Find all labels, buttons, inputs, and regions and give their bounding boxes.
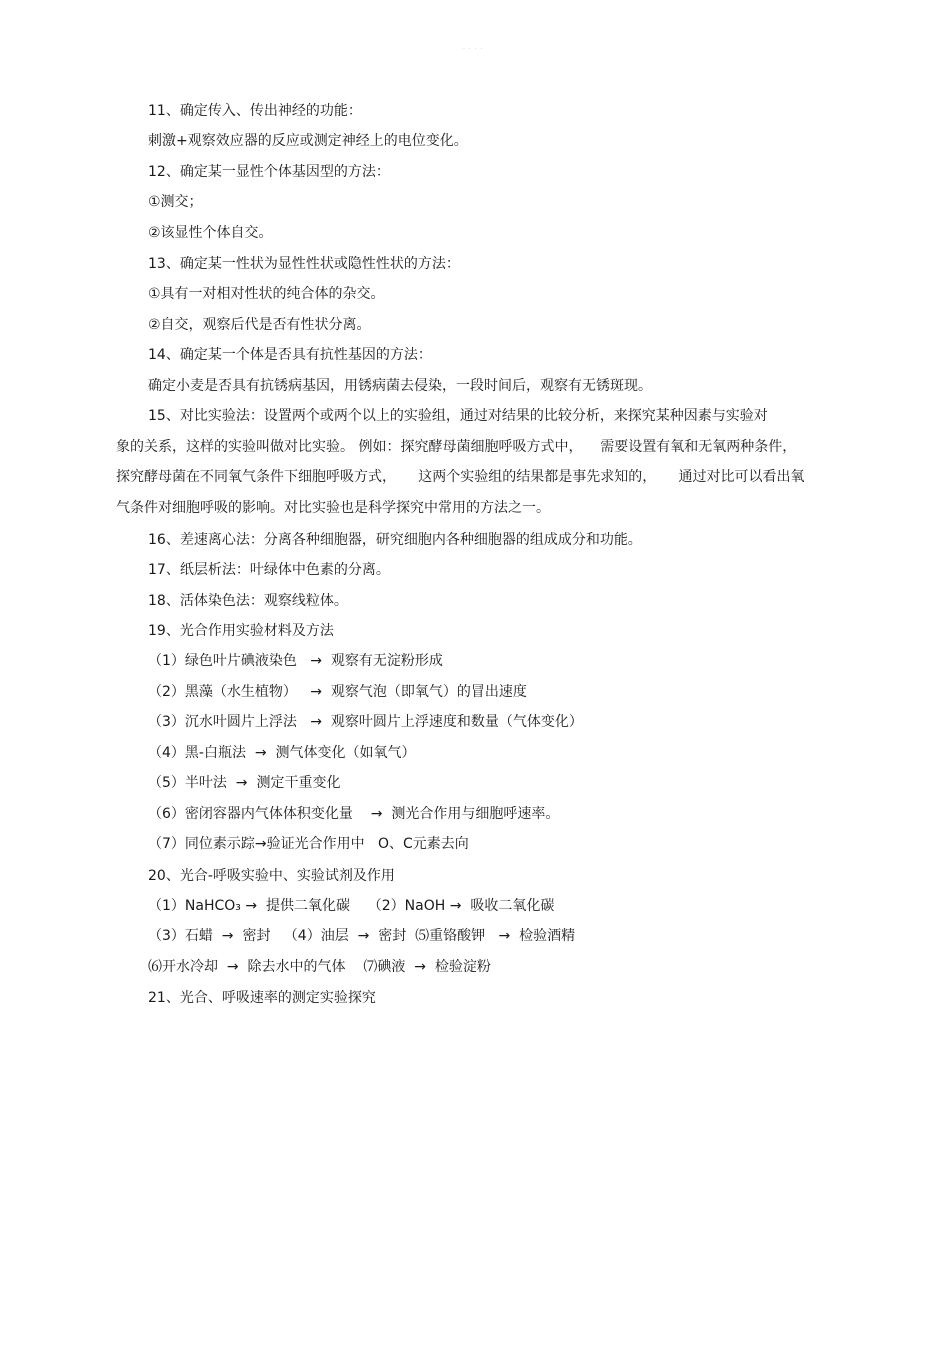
- method-item: （4）黑-白瓶法 → 测气体变化（如氧气）: [148, 745, 416, 761]
- paragraph-15-line: 15、对比实验法：设置两个或两个以上的实验组，通过对结果的比较分析，来探究某种因素与实验对: [148, 408, 768, 424]
- heading-13: 13、确定某一性状为显性性状或隐性性状的方法：: [148, 256, 460, 272]
- reagent-item: （3）石蜡 → 密封 （4）油层 → 密封 ⑸重铬酸钾 → 检验酒精: [148, 928, 576, 944]
- method-item: （7）同位素示踪→验证光合作用中 O、C元素去向: [148, 836, 469, 852]
- reagent-item: （1）NaHCO₃ → 提供二氧化碳 （2）NaOH → 吸收二氧化碳: [148, 898, 555, 914]
- method-item: （1）绿色叶片碘液染色 → 观察有无淀粉形成: [148, 653, 443, 669]
- heading-11: 11、确定传入、传出神经的功能：: [148, 103, 362, 119]
- heading-17: 17、纸层析法：叶绿体中色素的分离。: [148, 562, 390, 578]
- header-mark: · · · ·: [463, 46, 484, 53]
- text-line: 确定小麦是否具有抗锈病基因，用锈病菌去侵染，一段时间后，观察有无锈斑现。: [148, 378, 652, 394]
- heading-14: 14、确定某一个体是否具有抗性基因的方法：: [148, 347, 432, 363]
- list-item: ①具有一对相对性状的纯合体的杂交。: [148, 286, 385, 302]
- heading-19: 19、光合作用实验材料及方法: [148, 623, 334, 639]
- method-item: （5）半叶法 → 测定干重变化: [148, 775, 341, 791]
- paragraph-15-line: 象的关系，这样的实验叫做对比实验。 例如：探究酵母菌细胞呼吸方式中， 需要设置有氧和无氧两种条件，: [116, 439, 797, 455]
- method-item: （3）沉水叶圆片上浮法 → 观察叶圆片上浮速度和数量（气体变化）: [148, 714, 583, 730]
- heading-18: 18、活体染色法：观察线粒体。: [148, 593, 348, 609]
- list-item: ②自交，观察后代是否有性状分离。: [148, 317, 371, 333]
- method-item: （6）密闭容器内气体体积变化量 → 测光合作用与细胞呼速率。: [148, 806, 560, 822]
- list-item: ②该显性个体自交。: [148, 225, 273, 241]
- paragraph-15-line: 探究酵母菌在不同氧气条件下细胞呼吸方式， 这两个实验组的结果都是事先求知的， 通过对比可以看出氧: [116, 469, 805, 485]
- reagent-item: ⑹开水冷却 → 除去水中的气体 ⑺碘液 → 检验淀粉: [148, 959, 491, 975]
- heading-20: 20、光合-呼吸实验中、实验试剂及作用: [148, 868, 395, 884]
- heading-12: 12、确定某一显性个体基因型的方法：: [148, 164, 390, 180]
- text-line: 刺激+观察效应器的反应或测定神经上的电位变化。: [148, 133, 468, 149]
- heading-21: 21、光合、呼吸速率的测定实验探究: [148, 990, 376, 1006]
- method-item: （2）黑藻（水生植物） → 观察气泡（即氧气）的冒出速度: [148, 684, 527, 700]
- list-item: ①测交；: [148, 194, 203, 210]
- heading-16: 16、差速离心法：分离各种细胞器，研究细胞内各种细胞器的组成成分和功能。: [148, 532, 642, 548]
- paragraph-15-line: 气条件对细胞呼吸的影响。对比实验也是科学探究中常用的方法之一。: [116, 500, 550, 516]
